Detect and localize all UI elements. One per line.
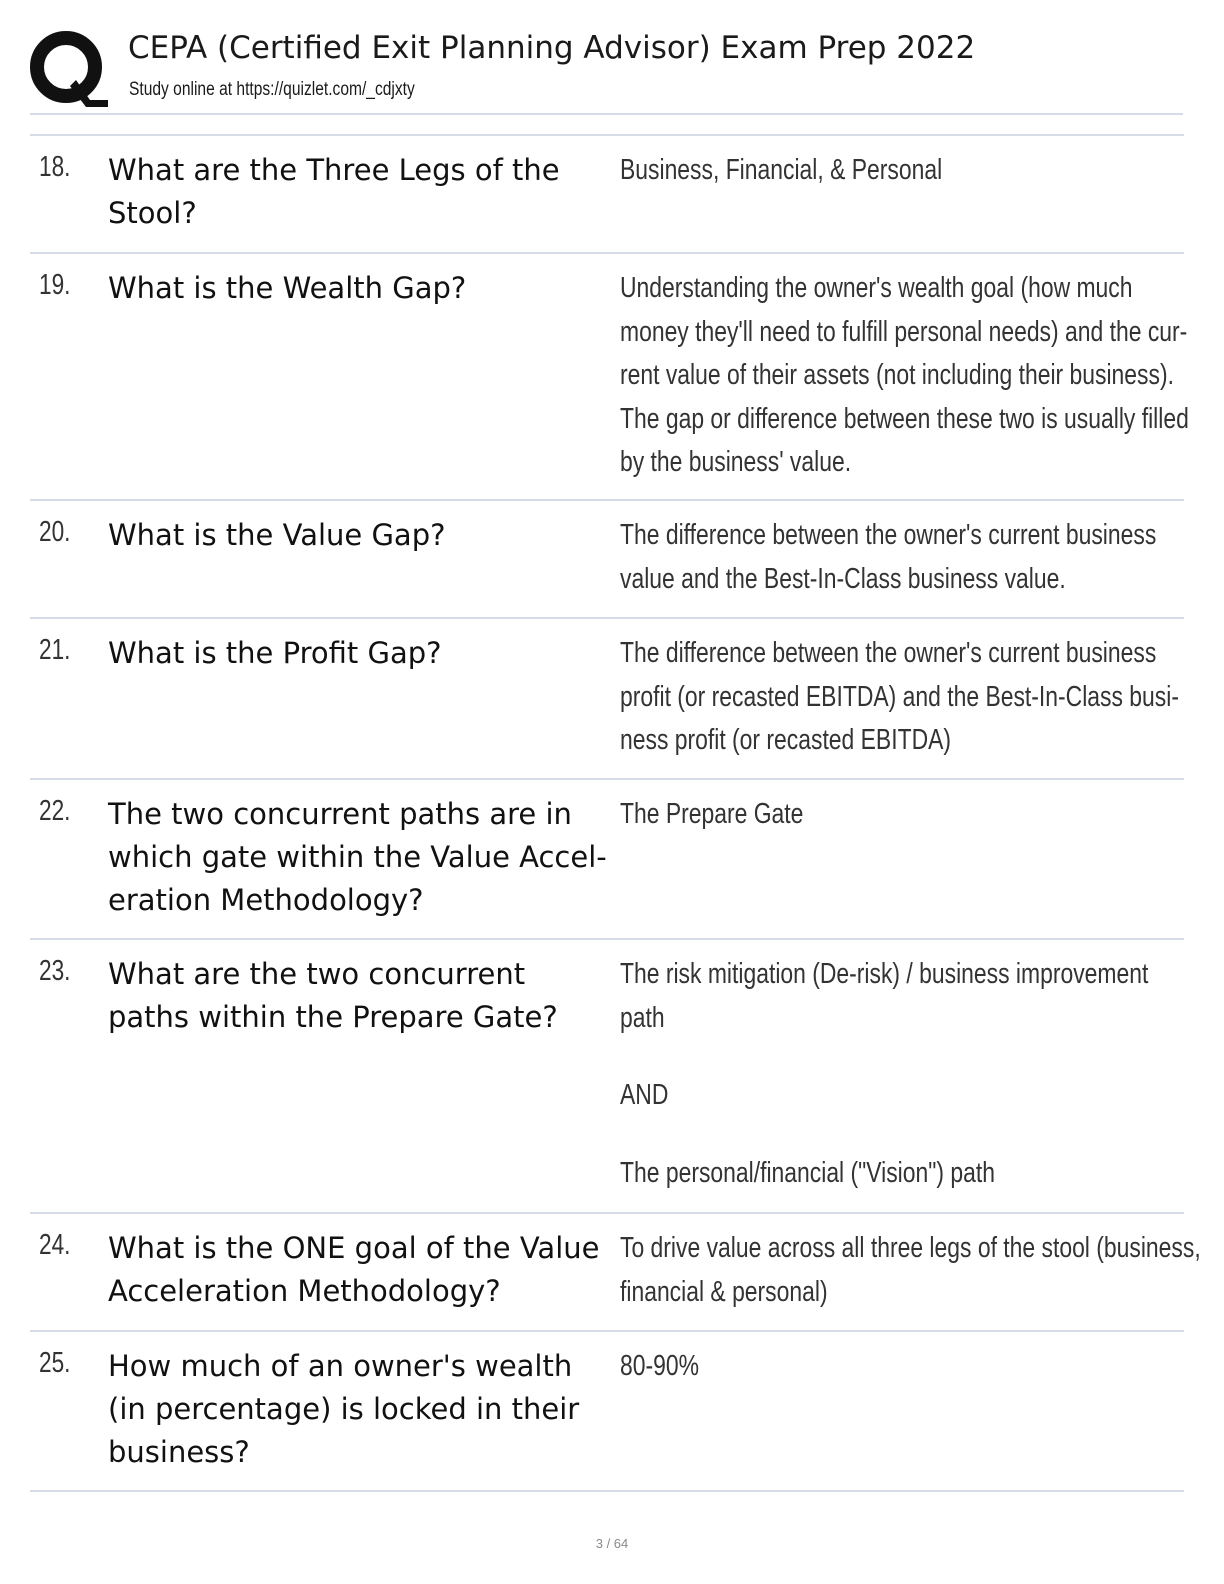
card-answer: The difference between the owner's current business profit (or recasted EBITDA) and the Best-In-Class busi- ness profit (or recasted EBITDA) [620, 637, 1179, 756]
card-answer: 80-90% [620, 1350, 699, 1382]
card-number: 19. [39, 269, 71, 301]
card-question: What is the ONE goal of the Value Acceleration Methodology? [108, 1231, 600, 1308]
card-question: What is the Value Gap? [108, 518, 446, 552]
header-divider [30, 113, 1183, 115]
card-question: What are the Three Legs of the Stool? [108, 153, 560, 230]
flashcard-row [30, 778, 1184, 938]
flashcard-row [30, 1330, 1184, 1492]
card-answer: The risk mitigation (De-risk) / business improvement path AND The personal/financial ("Vision") path [620, 958, 1149, 1189]
card-number: 22. [39, 795, 71, 827]
card-answer: The difference between the owner's current business value and the Best-In-Class business value. [620, 519, 1157, 595]
card-answer: Business, Financial, & Personal [620, 154, 943, 186]
quizlet-logo-icon [30, 30, 108, 108]
card-number: 25. [39, 1347, 71, 1379]
card-number: 20. [39, 516, 71, 548]
flashcard-row [30, 938, 1184, 1212]
card-number: 23. [39, 955, 71, 987]
card-question: What are the two concurrent paths within the Prepare Gate? [108, 957, 558, 1034]
card-question: The two concurrent paths are in which gate within the Value Accel- eration Methodology? [108, 797, 607, 917]
card-answer: The Prepare Gate [620, 798, 804, 830]
flashcard-row [30, 134, 1184, 252]
flashcard-list [30, 134, 1201, 1492]
study-online-link[interactable]: Study online at https://quizlet.com/_cdjxty [129, 79, 415, 100]
flashcard-row [30, 1212, 1201, 1330]
card-answer: To drive value across all three legs of the stool (business, financial & personal) [620, 1232, 1201, 1308]
card-answer: Understanding the owner's wealth goal (how much money they'll need to fulfill personal needs) and the cur- rent value of their assets (not including their business). The gap or difference between these two is usually filled by the business' value. [620, 272, 1189, 478]
card-number: 18. [39, 151, 71, 183]
card-number: 24. [39, 1229, 71, 1261]
card-question: What is the Profit Gap? [108, 636, 442, 670]
flashcard-row [30, 499, 1184, 617]
flashcard-row [30, 252, 1189, 499]
flashcard-row [30, 617, 1184, 778]
page-number: 3 / 64 [595, 1536, 629, 1551]
document-title: CEPA (Certified Exit Planning Advisor) Exam Prep 2022 [128, 30, 976, 66]
card-number: 21. [39, 634, 71, 666]
card-question: What is the Wealth Gap? [108, 271, 467, 305]
card-question: How much of an owner's wealth (in percentage) is locked in their business? [108, 1349, 580, 1469]
